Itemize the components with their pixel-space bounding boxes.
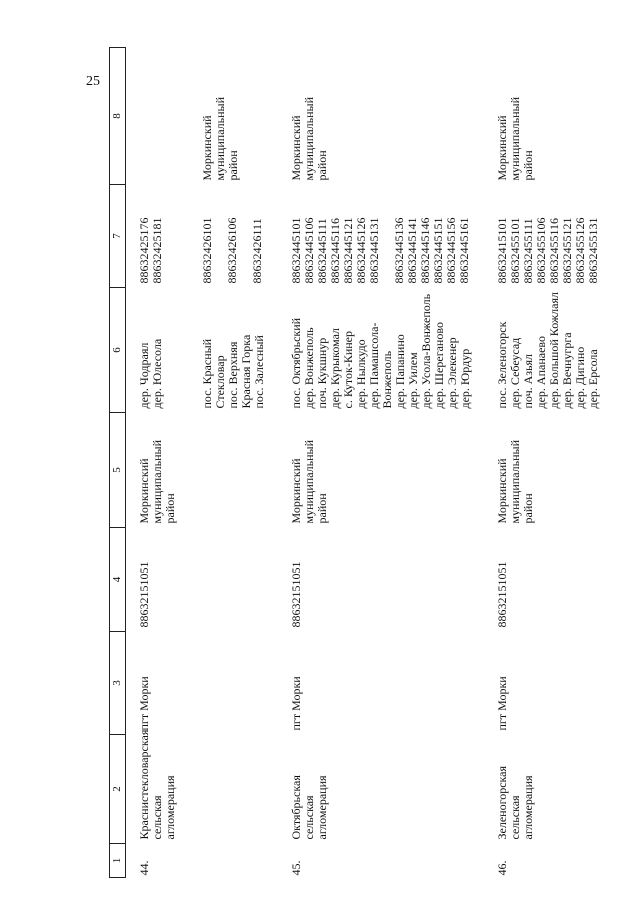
settlement-codes: 88632415101 88632455101 88632455111 88632455106 88632455116 88632455121 88632455126 88632455131 <box>495 217 600 284</box>
table-row <box>126 48 190 878</box>
row-number: 46. <box>495 860 509 876</box>
row-number: 44. <box>137 860 151 876</box>
municipality: Моркинский муниципальный район <box>289 439 329 524</box>
column-header-6: 6 <box>110 288 126 413</box>
column-header-2: 2 <box>110 735 126 844</box>
table-row <box>189 48 278 878</box>
settlement-codes: 88632445101 88632445106 88632445111 88632445116 88632445121 88632445126 88632445131 88632445136 88632445141 88632445146 88632445151 88632445156 88632445161 <box>289 217 471 284</box>
column-header-4: 4 <box>110 528 126 632</box>
column-header-8: 8 <box>110 48 126 185</box>
settlements-list: дер. Чодраял дер. Юлесола <box>137 338 164 409</box>
center-name: пгт Морки <box>137 676 151 731</box>
settlements-list: пос. Красный Стекловар пос. Верхняя Красная Горка пос. Залесный <box>200 334 266 409</box>
region: Моркинский муниципальный район <box>200 96 240 181</box>
agglomeration-name <box>189 735 278 844</box>
header-row <box>110 48 126 878</box>
column-header-5: 5 <box>110 413 126 528</box>
center-code: 88632151051 <box>137 561 151 628</box>
center-code <box>189 528 278 632</box>
municipality: Моркинский муниципальный район <box>495 439 535 524</box>
settlements-list: пос. Зеленогорск дер. Себеусад поч. Азьял дер. Апанаево дер. Большой Кожлаял дер. Вечнугрга дер. Дигино дер. Ерсола <box>495 291 600 409</box>
center-code: 88632151051 <box>495 561 509 628</box>
column-header-3: 3 <box>110 632 126 735</box>
table-row <box>278 48 484 878</box>
center-name <box>189 632 278 735</box>
table-row <box>484 48 612 878</box>
row-number <box>189 844 278 878</box>
region: Моркинский муниципальный район <box>289 96 329 181</box>
center-name: пгт Морки <box>495 676 509 731</box>
region <box>126 48 190 185</box>
municipality <box>189 413 278 528</box>
rotated-table-area <box>109 48 629 878</box>
settlements-list: пос. Октябрьский дер. Вонжеполь поч. Кукшнур дер. Курыкомал с. Куток-Кинер дер. Нылкудо дер. Памашсола- Вонжеполь дер. Папанино дер. Уилем дер. Усола-Вонжеполь дер. Шереганово дер. Элекенер дер. Юрдур <box>289 293 472 409</box>
center-code: 88632151051 <box>289 561 303 628</box>
municipality: Моркинский муниципальный район <box>137 439 177 524</box>
row-number: 45. <box>289 860 303 876</box>
settlement-codes: 88632426101 88632426106 88632426111 <box>200 217 264 284</box>
agglomeration-name: Краснистекловарская сельская агломерация <box>137 729 177 840</box>
region: Моркинский муниципальный район <box>495 96 535 181</box>
center-name: пгт Морки <box>289 676 303 731</box>
agglomeration-name: Зеленогорская сельская агломерация <box>495 765 535 840</box>
column-header-1: 1 <box>110 844 126 878</box>
settlement-table <box>109 47 612 878</box>
page-number: 25 <box>86 74 100 89</box>
agglomeration-name: Октябрьская сельская агломерация <box>289 775 329 840</box>
settlement-codes: 88632425176 88632425181 <box>137 217 164 284</box>
column-header-7: 7 <box>110 185 126 288</box>
